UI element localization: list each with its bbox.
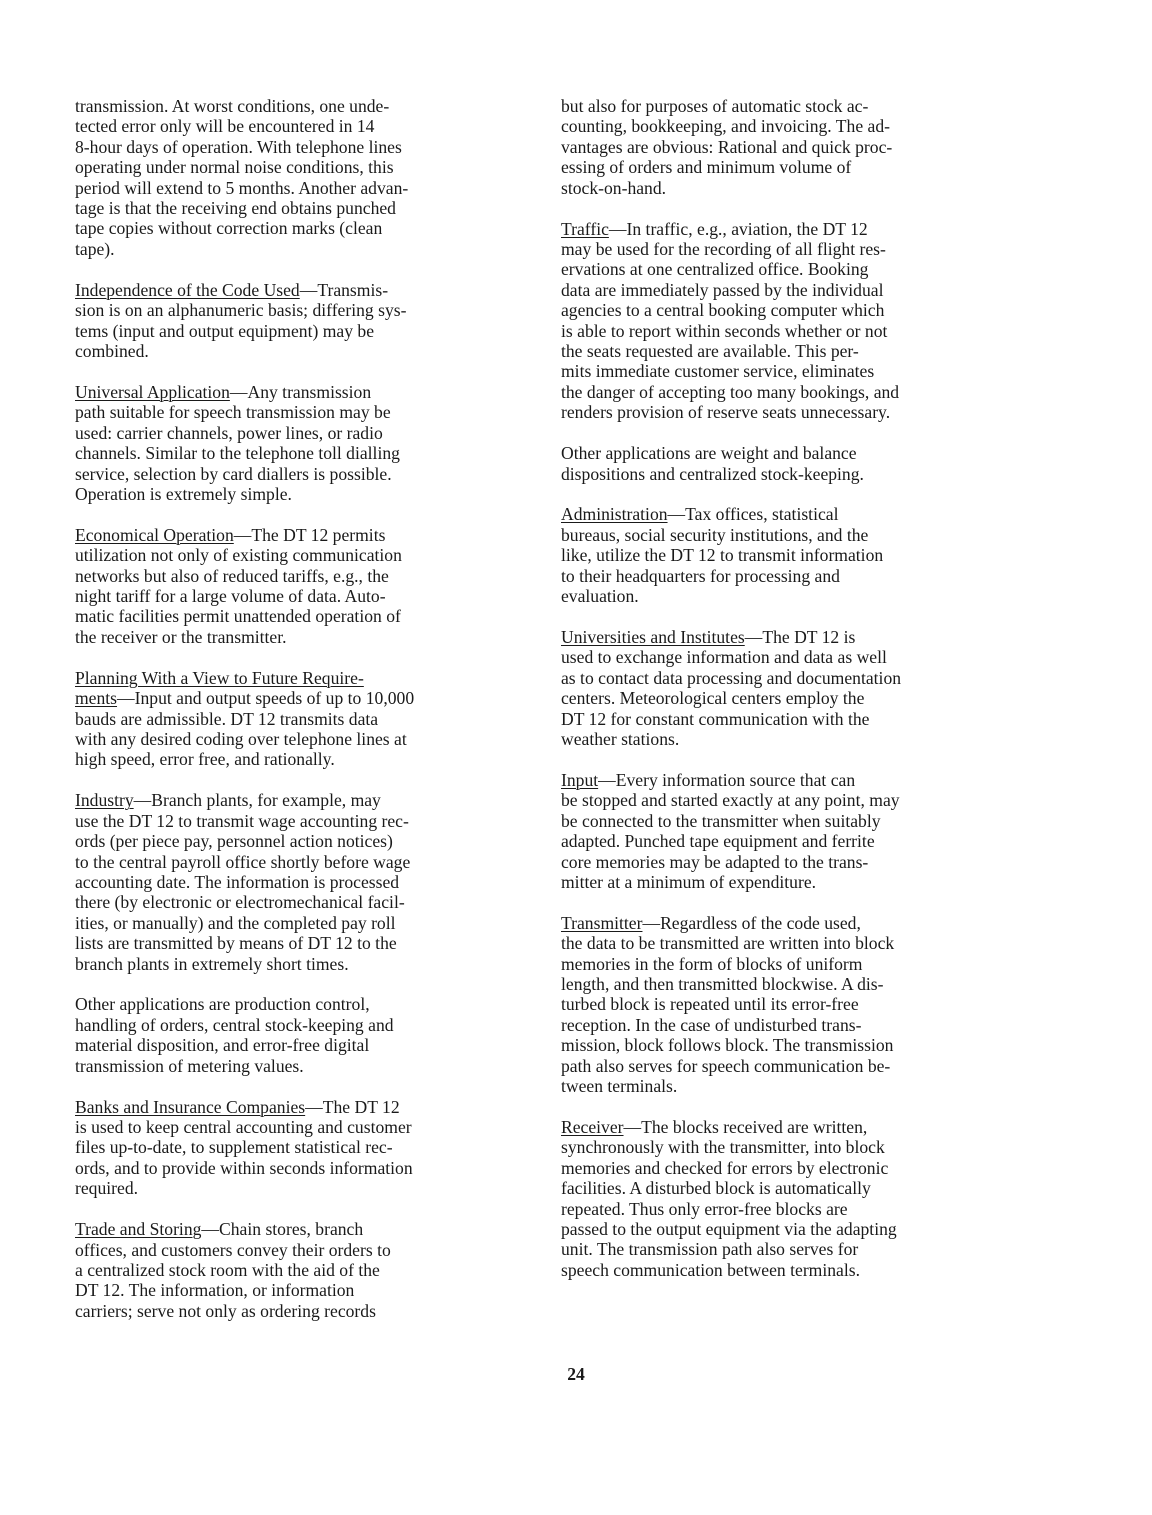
section-independence-of-code <box>75 280 525 362</box>
section-input <box>561 770 1007 892</box>
section-heading: Universities and Institutes <box>561 626 745 647</box>
section-other-applications-right <box>561 443 1007 484</box>
section-heading: Trade and Storing <box>75 1219 202 1240</box>
section-text: —Chain stores, branch offices, and customers convey their orders to a centralized stock room with the aid of the DT 12. The information, or information carriers; serve not only as ordering records <box>75 1219 391 1321</box>
section-heading: Receiver <box>561 1116 624 1137</box>
section-heading: Input <box>561 769 599 790</box>
section-heading: Independence of the Code Used <box>75 279 300 300</box>
section-text: —Transmis- sion is on an alphanumeric basis; differing sys- tems (input and output equipment) may be combined. <box>75 279 407 361</box>
section-industry <box>75 790 525 974</box>
section-text: —Regardless of the code used, the data to be transmitted are written into block memories in the form of blocks of uniform length, and then transmitted blockwise. A dis- turbed block is repeated until its error-free reception. In the case of undisturbed trans- mission, block follows block. The transmission path also serves for speech communication be- tween terminals. <box>561 912 895 1097</box>
section-universities-institutes <box>561 627 1007 749</box>
section-text: —Every information source that can be stopped and started exactly at any point, may be connected to the transmitter when suitably adapted. Punched tape equipment and ferrite core memories may be adapted to the trans- mitter at a minimum of expenditure. <box>561 769 900 892</box>
section-heading: Administration <box>561 504 668 525</box>
section-text: —The DT 12 permits utilization not only of existing communication networks but also of reduced tariffs, e.g., the night tariff for a large volume of data. Auto- matic facilities permit unattended operation of the receiver or the transmitter. <box>75 524 402 647</box>
section-banks-insurance <box>75 1097 525 1199</box>
section-text: Other applications are weight and balance dispositions and centralized stock-keeping. <box>561 443 864 484</box>
section-text: Other applications are production control, handling of orders, central stock-keeping and material disposition, and error-free digital transmission of metering values. <box>75 994 394 1076</box>
section-heading: Traffic <box>561 218 609 239</box>
section-heading: Transmitter <box>561 912 643 933</box>
section-transmitter <box>561 913 1007 1097</box>
section-text: —Branch plants, for example, may use the DT 12 to transmit wage accounting rec- ords (per piece pay, personnel action notices) to the central payroll office shortly before wage accounting date. The information is processed there (by electronic or electromechanical facil- ities, or manually) and the completed pay roll lists are transmitted by means of DT 12 to the branch plants in extremely short times. <box>75 790 411 974</box>
section-planning-future-requirements <box>75 668 525 770</box>
section-heading: Economical Operation <box>75 524 234 545</box>
section-heading: Planning With a View to Future Require- ments <box>75 667 364 709</box>
right-continued-paragraph: but also for purposes of automatic stock ac- counting, bookkeeping, and invoicing. The ad- vantages are obvious: Rational and quick proc- essing of orders and minimum volume of stock-on-hand. <box>561 96 893 198</box>
section-text: —Input and output speeds of up to 10,000 bauds are admissible. DT 12 transmits data with any desired coding over telephone lines at high speed, error free, and rationally. <box>75 688 415 770</box>
section-heading: Universal Application <box>75 381 230 402</box>
section-heading: Banks and Insurance Companies <box>75 1096 306 1117</box>
section-administration <box>561 504 1007 606</box>
section-text: —Any transmission path suitable for speech transmission may be used: carrier channels, power lines, or radio channels. Similar to the telephone toll dialling service, selection by card diallers is possible. Operation is extremely simple. <box>75 381 400 504</box>
section-text: —The DT 12 is used to keep central accounting and customer files up-to-date, to supplement statistical rec- ords, and to provide within seconds information required. <box>75 1096 413 1199</box>
section-economical-operation <box>75 525 525 647</box>
left-column <box>75 96 525 1342</box>
section-traffic <box>561 219 1007 423</box>
section-trade-storing <box>75 1219 525 1321</box>
section-heading: Industry <box>75 790 134 811</box>
section-receiver <box>561 1117 1007 1280</box>
section-other-applications-left <box>75 994 525 1076</box>
right-column <box>561 96 1007 1301</box>
left-continued-paragraph: transmission. At worst conditions, one unde- tected error only will be encountered in 14 8-hour days of operation. With telephone lines operating under normal noise conditions, this period will extend to 5 months. Another advan- tage is that the receiving end obtains punched tape copies without correction marks (clean tape). <box>75 96 409 259</box>
section-text: —The DT 12 is used to exchange information and data as well as to contact data processing and documentation centers. Meteorological centers employ the DT 12 for constant communication with the weather stations. <box>561 626 902 749</box>
section-text: —Tax offices, statistical bureaus, social security institutions, and the like, utilize the DT 12 to transmit information to their headquarters for processing and evaluation. <box>561 504 884 607</box>
section-text: —The blocks received are written, synchronously with the transmitter, into block memories and checked for errors by electronic facilities. A disturbed block is automatically repeated. Thus only error-free blocks are passed to the output equipment via the adapting unit. The transmission path also serves for speech communication between terminals. <box>561 1116 897 1280</box>
page-number: 24 <box>567 1364 585 1384</box>
section-universal-application <box>75 382 525 504</box>
section-text: —In traffic, e.g., aviation, the DT 12 may be used for the recording of all flight res- ervations at one centralized office. Booking data are immediately passed by the individual agencies to a central booking computer which is able to report within seconds whether or not the seats requested are available. This per- mits immediate customer service, eliminates the danger of accepting too many bookings, and renders provision of reserve seats unnecessary. <box>561 218 900 423</box>
